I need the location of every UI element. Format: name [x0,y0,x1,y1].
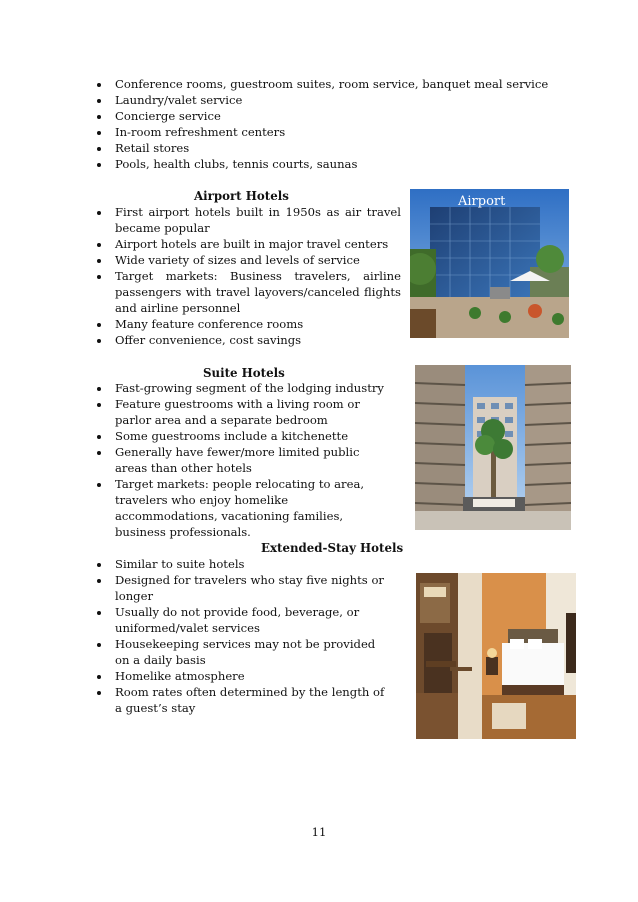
list-item: Fast-growing segment of the lodging industry [93,380,393,396]
list-item: Housekeeping services may not be provided on a daily basis [93,636,393,668]
airport-hotel-photo [410,189,569,338]
list-item: Generally have fewer/more limited public areas than other hotels [93,444,393,476]
hotel-room-illustration [416,573,576,739]
list-item: Usually do not provide food, beverage, or uniformed/valet services [93,604,393,636]
list-item: Retail stores [93,140,553,156]
list-item: Some guestrooms include a kitchenette [93,428,393,444]
intro-bullet-list [93,76,553,172]
airport-hotels-heading: Airport Hotels [194,189,289,203]
extended-stay-hotels-heading: Extended-Stay Hotels [261,541,404,555]
list-item: Wide variety of sizes and levels of service [93,252,401,268]
list-item: Target markets: people relocating to area, travelers who enjoy homelike accommodations, vacationing families, business professionals. [93,476,393,540]
suite-hotel-photo [415,365,571,530]
extended-bullet-list [93,556,393,716]
list-item: Designed for travelers who stay five nights or longer [93,572,393,604]
list-item: Target markets: Business travelers, airline passengers with travel layovers/canceled flights and airline personnel [93,268,401,316]
airport-hotel-illustration [410,189,569,338]
list-item: Laundry/valet service [93,92,553,108]
list-item: In-room refreshment centers [93,124,553,140]
list-item: Pools, health clubs, tennis courts, saunas [93,156,553,172]
airport-bullet-list [93,204,401,348]
list-item: Room rates often determined by the length of a guest’s stay [93,684,393,716]
list-item: Airport hotels are built in major travel centers [93,236,401,252]
list-item: Homelike atmosphere [93,668,393,684]
list-item: First airport hotels built in 1950s as air travel became popular [93,204,401,236]
list-item: Similar to suite hotels [93,556,393,572]
list-item: Feature guestrooms with a living room or parlor area and a separate bedroom [93,396,393,428]
suite-hotel-illustration [415,365,571,530]
suite-bullet-list [93,380,393,540]
list-item: Conference rooms, guestroom suites, room service, banquet meal service [93,76,553,92]
airport-sign-text: Airport [458,194,506,209]
suite-hotels-heading: Suite Hotels [203,366,285,380]
list-item: Offer convenience, cost savings [93,332,401,348]
extended-stay-room-photo [416,573,576,739]
list-item: Concierge service [93,108,553,124]
page-number: 11 [311,825,327,839]
list-item: Many feature conference rooms [93,316,401,332]
